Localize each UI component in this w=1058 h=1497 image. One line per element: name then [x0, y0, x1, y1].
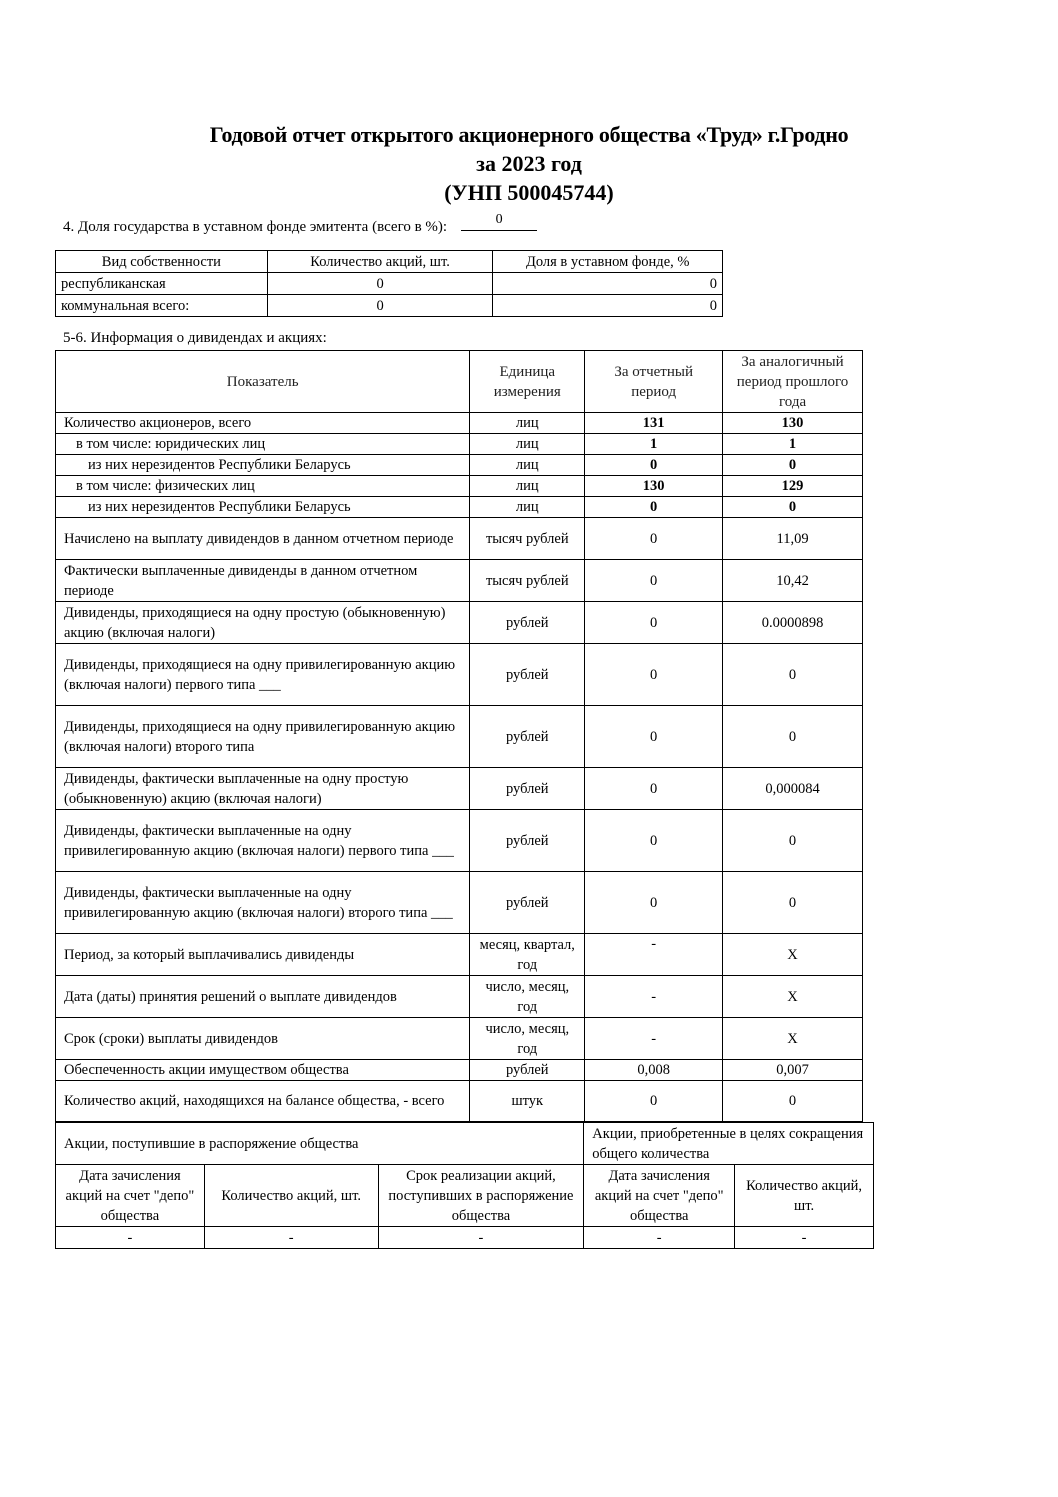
indicator: Начислено на выплату дивидендов в данном отчетном периоде [56, 518, 470, 560]
treasury-shares-table [55, 1122, 874, 1249]
table-group-header-row [56, 1123, 874, 1165]
table-row [56, 273, 723, 295]
unit: число, месяц, год [470, 1018, 585, 1060]
indicator: Фактически выплаченные дивиденды в данном отчетном периоде [56, 560, 470, 602]
table-row [56, 476, 863, 497]
current-value: 0 [585, 602, 723, 644]
table-row [56, 934, 863, 976]
column-header: Показатель [56, 351, 470, 413]
previous-value: 0 [723, 872, 863, 934]
current-value: 0 [585, 455, 723, 476]
report-unp: (УНП 500045744) [444, 180, 614, 205]
group-header-received: Акции, поступившие в распоряжение общества [56, 1123, 584, 1165]
current-value: 0 [585, 1081, 723, 1122]
column-header: Доля в уставном фонде, % [493, 251, 723, 273]
column-header: Количество акций, шт. [735, 1165, 874, 1227]
column-header: За отчетный период [585, 351, 723, 413]
unit: рублей [470, 644, 585, 706]
cell-value: - [378, 1227, 584, 1249]
column-header: Единица измерения [470, 351, 585, 413]
current-value: 0,008 [585, 1060, 723, 1081]
state-share-label: 4. Доля государства в уставном фонде эмитента (всего в %): [63, 219, 448, 235]
previous-value: X [723, 1018, 863, 1060]
unit: лиц [470, 476, 585, 497]
column-header: Количество акций, шт. [204, 1165, 378, 1227]
previous-value: 0.0000898 [723, 602, 863, 644]
indicator: Дивиденды, фактически выплаченные на одну привилегированную акцию (включая налоги) первого типа ___ [56, 810, 470, 872]
current-value: 0 [585, 872, 723, 934]
state-share-value: 0 [461, 212, 537, 231]
unit: тысяч рублей [470, 518, 585, 560]
report-title: Годовой отчет открытого акционерного общества «Труд» г.Гродно [209, 122, 849, 147]
table-row [56, 1018, 863, 1060]
shares-count: 0 [267, 273, 493, 295]
cell-value: - [204, 1227, 378, 1249]
indicator: Дивиденды, приходящиеся на одну привилегированную акцию (включая налоги) второго типа [56, 706, 470, 768]
indicator: Дивиденды, фактически выплаченные на одну простую (обыкновенную) акцию (включая налоги) [56, 768, 470, 810]
current-value: 131 [585, 413, 723, 434]
indicator: из них нерезидентов Республики Беларусь [56, 497, 470, 518]
previous-value: 0 [723, 455, 863, 476]
current-value: - [585, 1018, 723, 1060]
table-row [56, 768, 863, 810]
previous-value: 0 [723, 644, 863, 706]
unit: лиц [470, 413, 585, 434]
column-header: Дата зачисления акций на счет "депо" общества [584, 1165, 735, 1227]
ownership-type: республиканская [56, 273, 268, 295]
current-value: 0 [585, 497, 723, 518]
previous-value: 0 [723, 810, 863, 872]
indicator: Количество акций, находящихся на балансе общества, - всего [56, 1081, 470, 1122]
unit: рублей [470, 706, 585, 768]
current-value: 0 [585, 810, 723, 872]
unit: штук [470, 1081, 585, 1122]
previous-value: 0 [723, 497, 863, 518]
cell-value: - [56, 1227, 205, 1249]
indicator: Количество акционеров, всего [56, 413, 470, 434]
unit: число, месяц, год [470, 976, 585, 1018]
previous-value: X [723, 934, 863, 976]
table-row [56, 644, 863, 706]
column-header: Дата зачисления акций на счет "депо" общества [56, 1165, 205, 1227]
table-header-row [56, 1165, 874, 1227]
indicator: Дивиденды, фактически выплаченные на одну привилегированную акцию (включая налоги) второго типа ___ [56, 872, 470, 934]
indicator: в том числе: юридических лиц [56, 434, 470, 455]
unit: лиц [470, 497, 585, 518]
share-percent: 0 [493, 295, 723, 317]
current-value: 0 [585, 560, 723, 602]
column-header: Вид собственности [56, 251, 268, 273]
table-row [56, 560, 863, 602]
column-header: Количество акций, шт. [267, 251, 493, 273]
table-header-row [56, 251, 723, 273]
previous-value: 1 [723, 434, 863, 455]
previous-value: 10,42 [723, 560, 863, 602]
current-value: - [585, 934, 723, 976]
unit: лиц [470, 434, 585, 455]
unit: рублей [470, 810, 585, 872]
previous-value: 0 [723, 706, 863, 768]
current-value: 0 [585, 644, 723, 706]
table-row [56, 1227, 874, 1249]
current-value: 0 [585, 706, 723, 768]
previous-value: 0,007 [723, 1060, 863, 1081]
unit: рублей [470, 872, 585, 934]
table-row [56, 602, 863, 644]
unit: лиц [470, 455, 585, 476]
group-header-acquired: Акции, приобретенные в целях сокращения общего количества [584, 1123, 874, 1165]
table-row [56, 1081, 863, 1122]
table-row [56, 1060, 863, 1081]
previous-value: X [723, 976, 863, 1018]
report-year: за 2023 год [476, 151, 582, 176]
previous-value: 129 [723, 476, 863, 497]
cell-value: - [584, 1227, 735, 1249]
indicator: Обеспеченность акции имуществом общества [56, 1060, 470, 1081]
indicator: Дивиденды, приходящиеся на одну привилегированную акцию (включая налоги) первого типа ___ [56, 644, 470, 706]
state-share-line [63, 212, 537, 239]
ownership-type: коммунальная всего: [56, 295, 268, 317]
current-value: 0 [585, 518, 723, 560]
cell-value: - [735, 1227, 874, 1249]
unit: рублей [470, 1060, 585, 1081]
table-row [56, 810, 863, 872]
dividends-section-label: 5-6. Информация о дивидендах и акциях: [63, 330, 327, 346]
share-percent: 0 [493, 273, 723, 295]
indicator: в том числе: физических лиц [56, 476, 470, 497]
unit: рублей [470, 768, 585, 810]
ownership-table [55, 250, 723, 317]
previous-value: 0 [723, 1081, 863, 1122]
table-row [56, 434, 863, 455]
table-row [56, 295, 723, 317]
table-row [56, 706, 863, 768]
column-header: За аналогичный период прошлого года [723, 351, 863, 413]
indicator: Дивиденды, приходящиеся на одну простую (обыкновенную) акцию (включая налоги) [56, 602, 470, 644]
table-row [56, 497, 863, 518]
unit: рублей [470, 602, 585, 644]
unit: месяц, квартал, год [470, 934, 585, 976]
unit: тысяч рублей [470, 560, 585, 602]
dividends-table [55, 350, 863, 1122]
current-value: 1 [585, 434, 723, 455]
table-row [56, 872, 863, 934]
table-row [56, 455, 863, 476]
indicator: Срок (сроки) выплаты дивидендов [56, 1018, 470, 1060]
table-row [56, 413, 863, 434]
shares-count: 0 [267, 295, 493, 317]
current-value: 130 [585, 476, 723, 497]
current-value: - [585, 976, 723, 1018]
indicator: Период, за который выплачивались дивиденды [56, 934, 470, 976]
table-row [56, 518, 863, 560]
table-header-row [56, 351, 863, 413]
column-header: Срок реализации акций, поступивших в распоряжение общества [378, 1165, 584, 1227]
indicator: из них нерезидентов Республики Беларусь [56, 455, 470, 476]
table-row [56, 976, 863, 1018]
previous-value: 0,000084 [723, 768, 863, 810]
previous-value: 11,09 [723, 518, 863, 560]
indicator: Дата (даты) принятия решений о выплате дивидендов [56, 976, 470, 1018]
previous-value: 130 [723, 413, 863, 434]
current-value: 0 [585, 768, 723, 810]
